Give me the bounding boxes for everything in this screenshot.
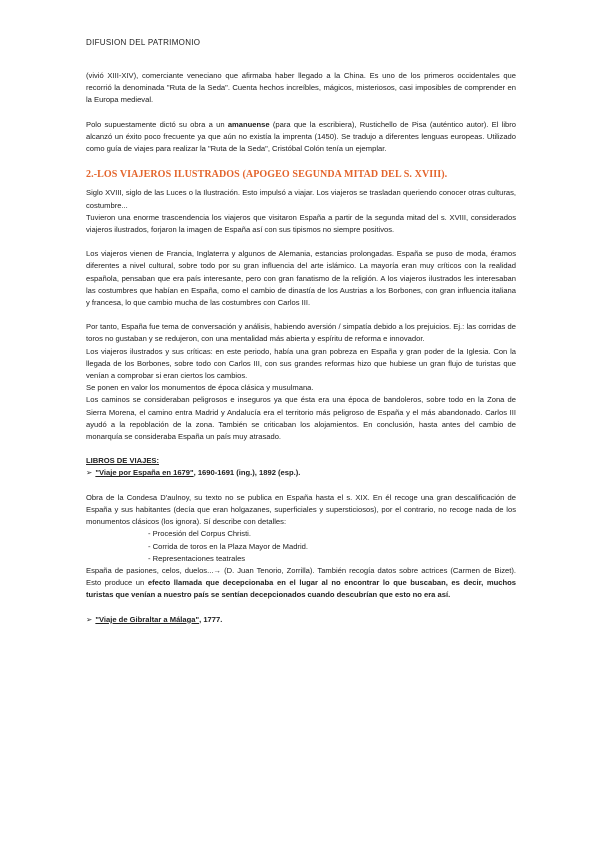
list-item: - Procesión del Corpus Christi. <box>148 528 516 540</box>
book-entry-2: ➢ "Viaje de Gibraltar a Málaga", 1777. <box>86 614 223 624</box>
paragraph: España de pasiones, celos, duelos...→ (D. Juan Tenorio, Zorrilla). También recogía datos sobre actrices (Carmen de Bizet). Esto produce un efecto llamada que decepcionaba en el lugar al no encontrar lo que buscaban, es decir, muchos turistas que venían a nuestro país se sentían decepcionados cuando descubrían que esto no era así. <box>86 565 516 600</box>
intro-paragraph: (vivió XIII-XIV), comerciante veneciano que afirmaba haber llegado a la China. Es uno de los primeros occidentales que recorrió la denominada "Ruta de la Seda". Cuenta hechos increíbles, mágicos, misteriosos, casi imposibles de comprender en la Europa medieval. <box>86 71 516 105</box>
arrow-bullet-icon: ➢ <box>86 468 93 478</box>
paragraph: Los viajeros ilustrados y sus críticas: en este periodo, había una gran pobreza en España y gran poder de la Iglesia. Con la llegada de los Borbones, sobre todo con Carlos III, con sus grandes reformas hizo que hubiese un gran flujo de turistas que venían a comprobar si eran ciertos los cambios. <box>86 346 516 381</box>
page-content <box>86 70 516 626</box>
list-item: - Representaciones teatrales <box>148 553 516 565</box>
paragraph: Obra de la Condesa D'aulnoy, su texto no se publica en España hasta el s. XIX. En él recoge una gran descalificación de España y sus habitantes (decía que eran holgazanes, superficiales y supersticiosos), por el contrario, no recoge nada de los monumentos clásicos (los ignora). Sí describe con detalles: <box>86 492 516 527</box>
section-heading: 2.-LOS VIAJEROS ILUSTRADOS (APOGEO SEGUNDA MITAD DEL S. XVIII). <box>86 169 448 181</box>
paragraph: Tuvieron una enorme trascendencia los viajeros que visitaron España a partir de la segunda mitad del s. XVIII, considerados viajeros ilustrados, forjaron la imagen de España así con sus tipismos no siempre positivos. <box>86 212 516 235</box>
polo-paragraph: Polo supuestamente dictó su obra a un amanuense (para que la escribiera), Rustichello de Pisa (auténtico autor). El libro alcanzó un éxito poco frecuente ya que aún no existía la imprenta (1450). Se tradujo a diferentes lenguas europeas. Utilizado como guía de viajes para realizar la "Ruta de la Seda", Cristóbal Colón tenía un ejemplar. <box>86 119 516 154</box>
books-title: LIBROS DE VIAJES: <box>86 456 159 466</box>
keyword-efecto-llamada: efecto llamada <box>147 578 203 588</box>
keyword-amanuense: amanuense <box>227 119 270 129</box>
paragraph: Los caminos se consideraban peligrosos e inseguros ya que ésta era una época de bandoleros, sobre todo en la Zona de Sierra Morena, el camino entra Madrid y Andalucía era el territorio más peligroso de España y el más abandonado. Carlos III ayudó a la repoblación de la zona. También se criticaban los alojamientos. En conclusión, hasta antes del cambio de monarquía se consideraba España un país muy atrasado. <box>86 395 516 442</box>
page-header: DIFUSION DEL PATRIMONIO <box>86 38 201 47</box>
paragraph: Se ponen en valor los monumentos de época clásica y musulmana. <box>86 383 314 393</box>
book-entry-1: ➢ "Viaje por España en 1679", 1690-1691 (ing.), 1892 (esp.). <box>86 468 301 478</box>
arrow-bullet-icon: ➢ <box>86 614 93 624</box>
details-list <box>86 528 516 565</box>
paragraph: Por tanto, España fue tema de conversación y análisis, habiendo aversión / simpatía debido a los prejuicios. Ej.: las corridas de toros no gustaban y se redujeron, con una mentalidad más abierta y espíritu de reforma e innovador. <box>86 322 516 344</box>
paragraph: Siglo XVIII, siglo de las Luces o la Ilustración. Esto impulsó a viajar. Los viajeros se trasladan queriendo conocer otras culturas, costumbre... <box>86 188 516 210</box>
list-item: - Corrida de toros en la Plaza Mayor de Madrid. <box>148 541 516 553</box>
paragraph: Los viajeros vienen de Francia, Inglaterra y algunos de Alemania, estancias prolongadas. España se puso de moda, éramos diferentes a nivel cultural, sobre todo por su gran influencia del arte islámico. La mayoría eran muy críticos con la realidad española, pensaban que era país interesante, pero con gran fanatismo de la religión. A los viajeros ilustrados les interesaban las costumbres que habían en España, como el cambio de dinastía de los Austrias a los Borbones, con gran influencia italiana y francesa, lo que cambio mucha de las costumbres con Carlos III. <box>86 249 516 308</box>
